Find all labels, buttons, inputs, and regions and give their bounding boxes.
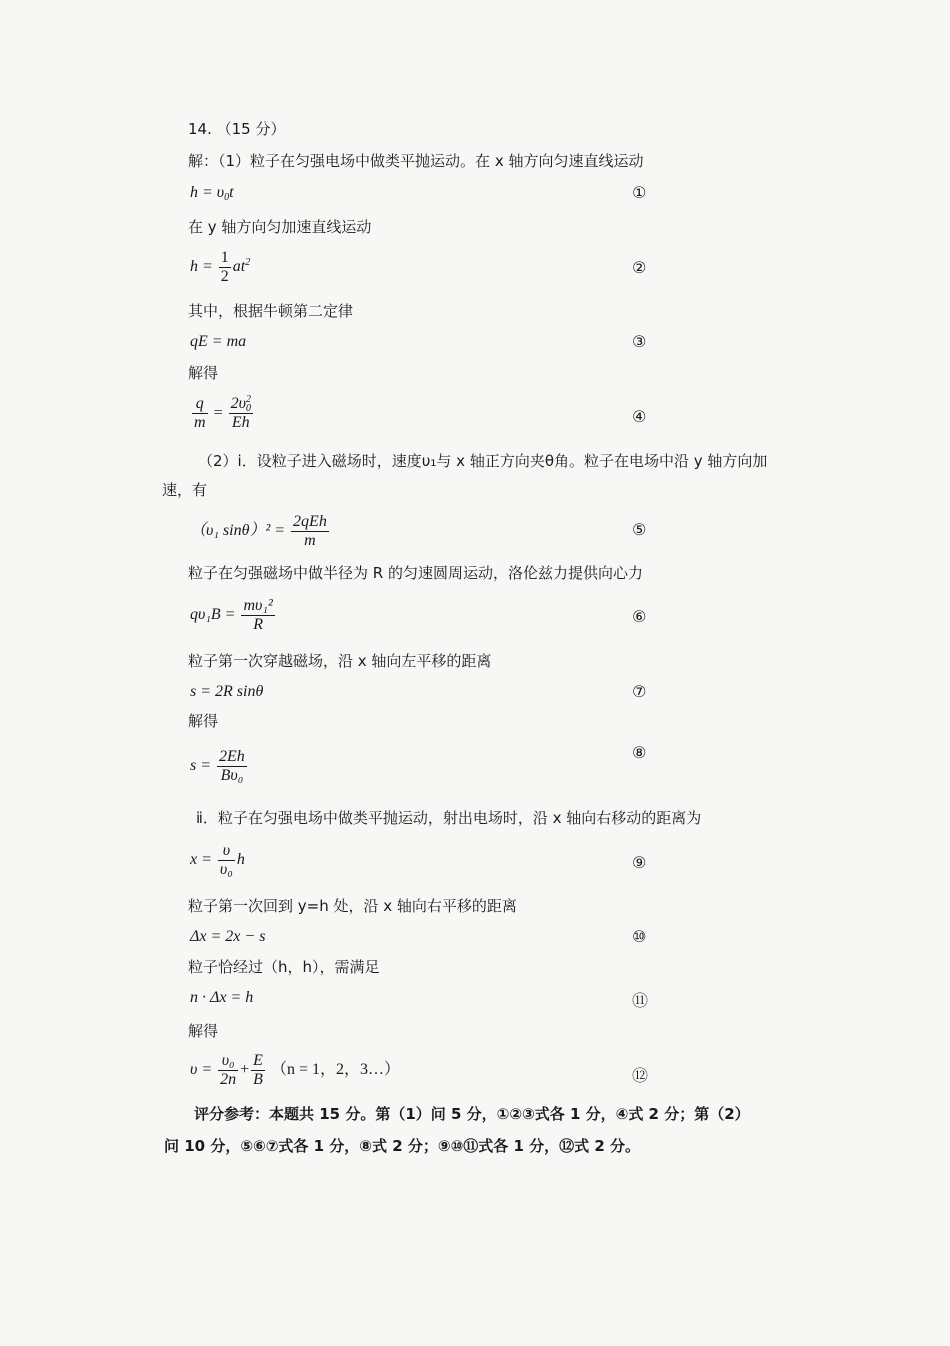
eq12-condition: （n = 1，2，3…） <box>270 1061 400 1079</box>
eq1-sub: 0 <box>224 192 230 203</box>
equation-5 <box>190 513 331 550</box>
equation-number-2: ② <box>632 258 647 277</box>
eq4-num-left: q <box>192 395 208 414</box>
eq6-num: mυ₁² <box>243 597 273 614</box>
part2-intro-line-b: 速，有 <box>162 481 208 499</box>
equation-number-7: ⑦ <box>632 682 647 701</box>
eq8-lhs: s = <box>190 757 212 775</box>
eq9-lhs: x = <box>190 851 212 869</box>
equation-2 <box>190 249 250 286</box>
eq12-fraction-1 <box>218 1052 238 1089</box>
equation-4: $\frac{q}{m}$ = 2υ 2 0 Eh <box>194 394 251 432</box>
equation-10: Δx = 2x − s <box>190 928 266 945</box>
eq12-den2: B <box>253 1071 263 1088</box>
equation-6 <box>190 597 277 634</box>
eq2-fraction <box>219 249 231 286</box>
eq8-fraction <box>217 748 247 785</box>
eq4-num-right: 2υ <box>230 395 246 412</box>
eq1-lhs: h = υ <box>190 184 225 201</box>
eq5-num: 2qEh <box>293 513 327 530</box>
part2-solve-label-2: 解得 <box>188 1022 219 1040</box>
eq4-num-sub: 0 <box>245 403 251 415</box>
problem-points: （15 分） <box>216 120 286 138</box>
eq1-rhs: t <box>229 184 234 201</box>
equation-number-1: ① <box>632 183 647 202</box>
equation-3: qE = ma <box>190 333 247 350</box>
eq8-den: Bυ₀ <box>220 767 244 784</box>
part2-solve-label: 解得 <box>188 712 219 730</box>
eq8-num: 2Eh <box>219 748 245 765</box>
eq4-num-sup: 2 <box>245 394 251 406</box>
equation-9 <box>190 842 245 879</box>
eq6-fraction <box>241 597 274 634</box>
part1-line2: 在 y 轴方向匀加速直线运动 <box>188 218 372 236</box>
eq12-num1: υ₀ <box>218 1052 238 1071</box>
eq5-lhs: （υ₁ sinθ）² = <box>190 522 286 540</box>
eq6-lhs: qυ₁B = <box>190 606 236 624</box>
eq2-lhs: h = <box>190 258 213 276</box>
eq2-sup: 2 <box>245 257 251 269</box>
part2-line7: 粒子第一次穿越磁场，沿 x 轴向左平移的距离 <box>188 652 492 670</box>
problem-number: 14. <box>188 120 212 138</box>
equation-number-3: ③ <box>632 332 647 351</box>
eq9-rhs: h <box>236 851 245 869</box>
equation-7: s = 2R sinθ <box>190 683 264 700</box>
part2-line6: 粒子在匀强磁场中做半径为 R 的匀速圆周运动，洛伦兹力提供向心力 <box>188 564 643 582</box>
part1-solve-label: 解得 <box>188 364 219 382</box>
eq4-den-left: m <box>194 414 206 432</box>
eq12-num2: E <box>253 1052 263 1069</box>
equation-number-9: ⑨ <box>632 853 647 872</box>
part2-line10: 粒子第一次回到 y=h 处，沿 x 轴向右平移的距离 <box>188 897 517 915</box>
equation-number-11: ⑪ <box>632 991 649 1010</box>
part2-line11: 粒子恰经过（h，h），需满足 <box>188 958 380 976</box>
eq4-den-right: Eh <box>231 414 250 432</box>
eq4-left-fraction <box>192 395 208 432</box>
equation-1 <box>190 183 234 208</box>
equation-12 <box>190 1052 400 1089</box>
equation-number-8: ⑧ <box>632 743 647 762</box>
eq9-num: υ <box>218 842 235 861</box>
scoring-line-1: 评分参考：本题共 15 分。第（1）问 5 分，①②③式各 1 分，④式 2 分；第（2） <box>194 1105 750 1123</box>
part2-intro-line-a: （2）ⅰ．设粒子进入磁场时，速度υ₁与 x 轴正方向夹θ角。粒子在电场中沿 y 轴方向加 <box>198 452 768 470</box>
part1-line3: 其中，根据牛顿第二定律 <box>188 302 354 320</box>
eq4-right-fraction <box>229 395 253 432</box>
eq9-fraction <box>218 842 235 879</box>
eq12-plus: + <box>240 1061 250 1079</box>
equation-number-6: ⑥ <box>632 607 647 626</box>
eq2-den: 2 <box>220 268 229 285</box>
eq2-num: 1 <box>220 249 229 266</box>
eq12-fraction-2 <box>251 1052 265 1089</box>
part2-line9: ⅱ．粒子在匀强电场中做类平抛运动，射出电场时，沿 x 轴向右移动的距离为 <box>196 809 702 827</box>
equation-number-4: ④ <box>632 407 647 426</box>
scoring-line-2: 问 10 分，⑤⑥⑦式各 1 分，⑧式 2 分；⑨⑩⑪式各 1 分，⑫式 2 分。 <box>164 1137 641 1155</box>
equation-8 <box>190 748 249 785</box>
eq12-den1: 2n <box>220 1071 237 1088</box>
eq12-lhs: υ = <box>190 1061 213 1079</box>
eq5-fraction <box>291 513 329 550</box>
eq6-den: R <box>253 616 263 633</box>
equation-number-5: ⑤ <box>632 520 647 539</box>
equation-number-12: ⑫ <box>632 1066 649 1085</box>
problem-heading <box>188 119 286 139</box>
equation-11: n · Δx = h <box>190 989 254 1006</box>
part1-intro: 解：（1）粒子在匀强电场中做类平抛运动。在 x 轴方向匀速直线运动 <box>188 152 644 170</box>
eq9-den: υ₀ <box>219 861 233 878</box>
eq2-rhs: at <box>232 258 246 276</box>
equation-number-10: ⑩ <box>632 927 647 946</box>
eq5-den: m <box>304 532 316 549</box>
